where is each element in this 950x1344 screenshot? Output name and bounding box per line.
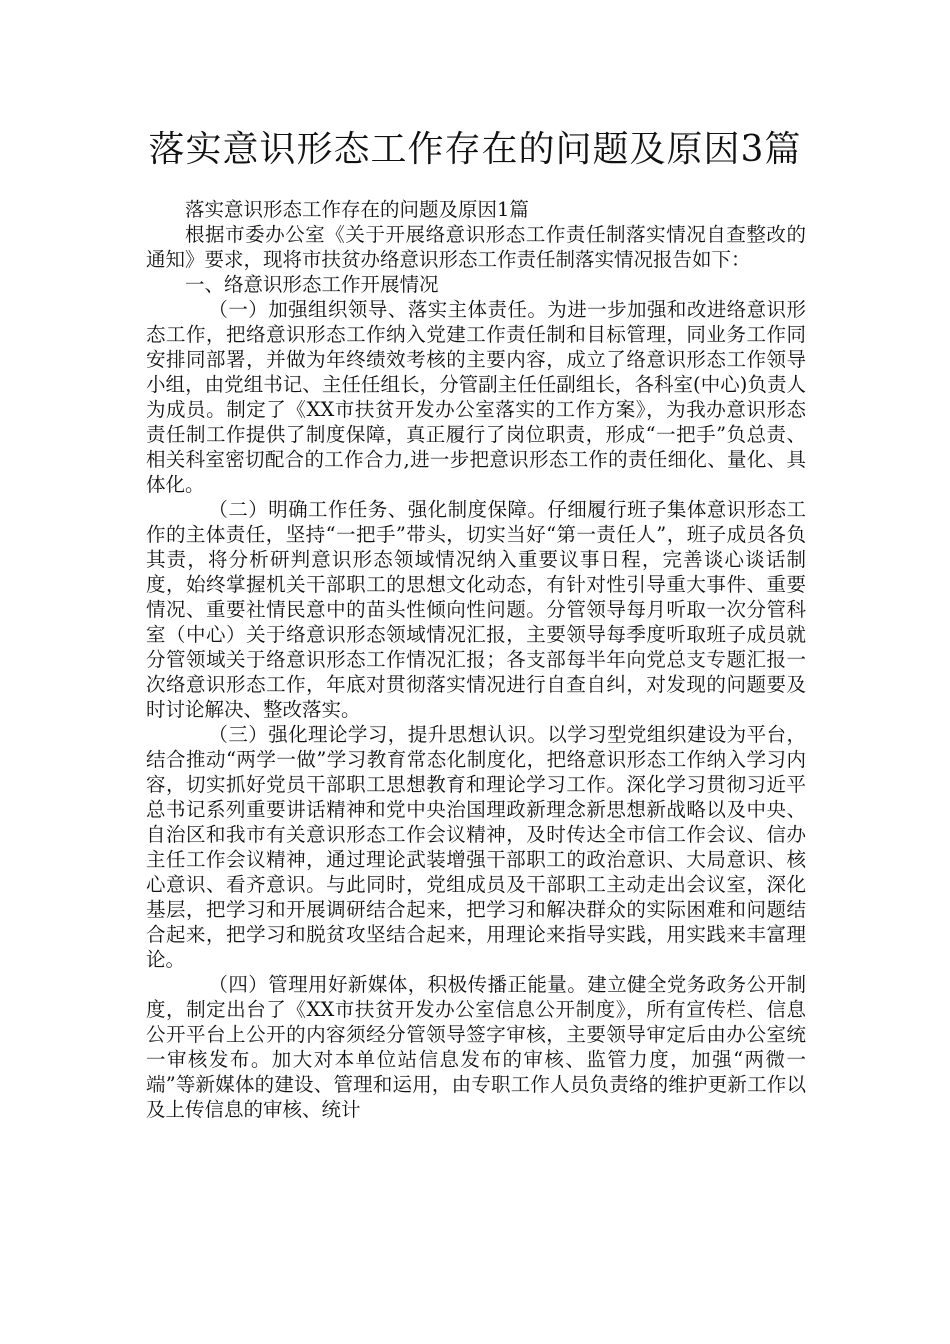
paragraph-item-4: （四）管理用好新媒体，积极传播正能量。建立健全党务政务公开制度，制定出台了《XX市扶贫开发办公室信息公开制度》，所有宣传栏、信息公开平台上公开的内容须经分管领导签字审核，主要领导审定后由办公室统一审核发布。加大对本单位站信息发布的审核、监管力度，加强“两微一端”等新媒体的建设、管理和运用，由专职工作人员负责络的维护更新工作以及上传信息的审核、统计 bbox=[146, 973, 806, 1121]
part-one-heading: 一、络意识形态工作开展情况 bbox=[185, 273, 439, 296]
document-body bbox=[146, 197, 806, 1122]
paragraph-item-2: （二）明确工作任务、强化制度保障。仔细履行班子集体意识形态工作的主体责任，坚持“一把手”带头，切实当好“第一责任人”，班子成员各负其责，将分析研判意识形态领域情况纳入重要议事日程，完善谈心谈话制度，始终掌握机关干部职工的思想文化动态，有针对性引导重大事件、重要情况、重要社情民意中的苗头性倾向性问题。分管领导每月听取一次分管科室（中心）关于络意识形态领域情况汇报，主要领导每季度听取班子成员就分管领域关于络意识形态工作情况汇报；各支部每半年向党总支专题汇报一次络意识形态工作，年底对贯彻落实情况进行自查自纠，对发现的问题要及时讨论解决、整改落实。 bbox=[146, 498, 806, 721]
paragraph-item-3: （三）强化理论学习，提升思想认识。以学习型党组织建设为平台，结合推动“两学一做”学习教育常态化制度化，把络意识形态工作纳入学习内容，切实抓好党员干部职工思想教育和理论学习工作。深化学习贯彻习近平总书记系列重要讲话精神和党中央治国理政新理念新思想新战略以及中央、自治区和我市有关意识形态工作会议精神，及时传达全市信工作会议、信办主任工作会议精神，通过理论武装增强干部职工的政治意识、大局意识、核心意识、看齐意识。与此同时，党组成员及干部职工主动走出会议室，深化基层，把学习和开展调研结合起来，把学习和解决群众的实际困难和问题结合起来，把学习和脱贫攻坚结合起来，用理论来指导实践，用实践来丰富理论。 bbox=[146, 723, 806, 971]
paragraph-item-1: （一）加强组织领导、落实主体责任。为进一步加强和改进络意识形态工作，把络意识形态工作纳入党建工作责任制和目标管理，同业务工作同安排同部署，并做为年终绩效考核的主要内容，成立了络意识形态工作领导小组，由党组书记、主任任组长，分管副主任任副组长，各科室(中心)负责人为成员。制定了《XX市扶贫开发办公室落实的工作方案》，为我办意识形态责任制工作提供了制度保障，真正履行了岗位职责，形成“一把手”负总责、相关科室密切配合的工作合力,进一步把意识形态工作的责任细化、量化、具体化。 bbox=[146, 298, 806, 496]
intro-paragraph: 根据市委办公室《关于开展络意识形态工作责任制落实情况自查整改的通知》要求，现将市扶贫办络意识形态工作责任制落实情况报告如下： bbox=[146, 223, 806, 271]
document-title: 落实意识形态工作存在的问题及原因3篇 bbox=[148, 129, 802, 170]
section-heading: 落实意识形态工作存在的问题及原因1篇 bbox=[185, 198, 529, 221]
